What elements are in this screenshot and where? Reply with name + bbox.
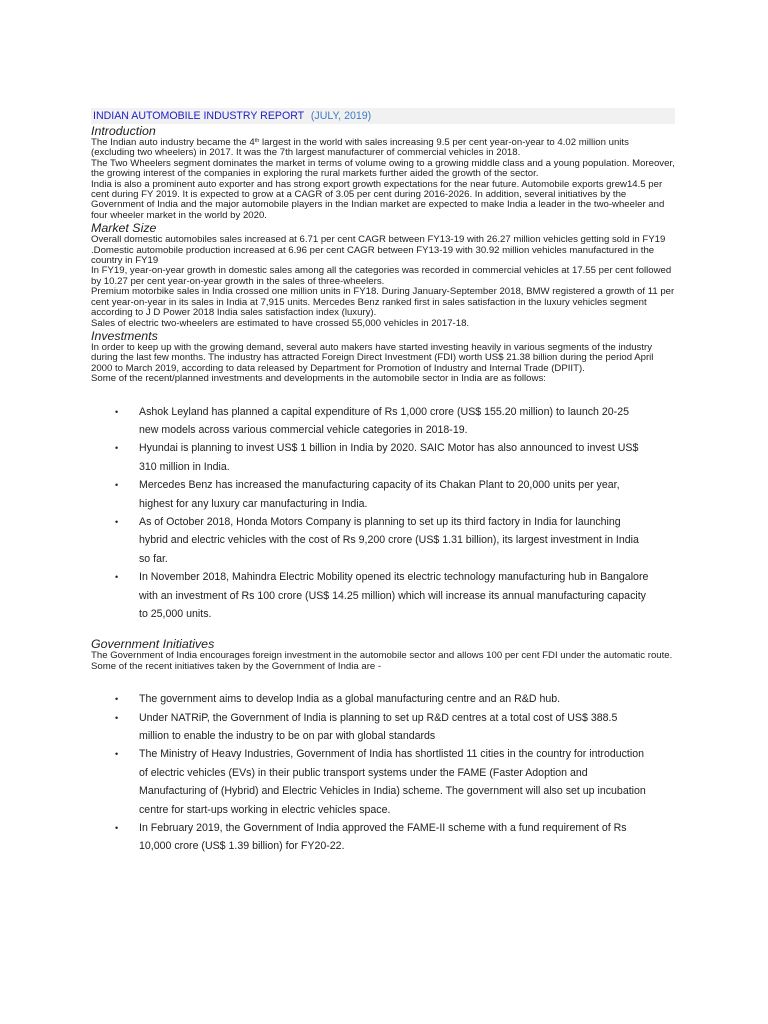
introduction-heading: Introduction	[91, 124, 156, 138]
introduction-paragraph-3: India is also a prominent auto exporter and has strong export growth expectations for the near future. Automobile exports grew14.5 per cent during FY 2019. It is expected to grow at a CAGR of 3.05 per cent during 2016-2026. In addition, several initiatives by the Government of India and the major automobile players in the Indian market are expected to make India a leader in the two-wheeler and four wheeler market in the world by 2020.	[91, 178, 665, 221]
market-size-paragraph-1: Overall domestic automobiles sales increased at 6.71 per cent CAGR between FY13-19 with 26.27 million vehicles getting sold in FY19 .Domestic automobile production increased at 6.96 per cent CAGR between FY13-19 with 30.92 million vehicles manufactured in the country in FY19	[91, 234, 666, 267]
bullet-icon: •	[115, 694, 119, 705]
bullet-icon: •	[115, 480, 119, 491]
list-item	[91, 403, 649, 440]
list-item	[91, 745, 649, 819]
list-item	[91, 476, 649, 513]
government-initiatives-list	[91, 690, 675, 856]
bullet-icon: •	[115, 712, 119, 723]
introduction-paragraph-2: The Two Wheelers segment dominates the market in terms of volume owing to a growing middle class and a young population. Moreover, the growing interest of the companies in exploring the rural markets further aided the growth of the sector.	[91, 157, 675, 180]
intro-p1-rest: largest in the world with sales increasing 9.5 per cent year-on-year to 4.02 million units (excluding two wheelers) in 2017. It was the 7th largest manufacturer of commercial vehicles in 2018.	[91, 137, 629, 159]
report-title-bar	[91, 108, 675, 124]
government-initiatives-heading: Government Initiatives	[91, 637, 215, 652]
investments-list	[91, 403, 675, 624]
bullet-icon: •	[115, 572, 119, 583]
bullet-icon: •	[115, 823, 119, 834]
government-paragraph-2: Some of the recent initiatives taken by the Government of India are -	[91, 660, 382, 672]
report-date: (JULY, 2019)	[310, 110, 372, 122]
list-item-text: Under NATRiP, the Government of India is planning to set up R&D centres at a total cost of US$ 388.5 million to enable the industry to be on par with global standards	[139, 711, 618, 743]
intro-p1-superscript: th	[254, 138, 260, 144]
list-item-text: The Ministry of Heavy Industries, Government of India has shortlisted 11 cities in the country for introduction of electric vehicles (EVs) in their public transport systems under the FAME (Faster Adoption and Manufacturing of (Hybrid) and Electric Vehicles in India) scheme. The government will also set up incubation centre for start-ups working in electric vehicles space.	[139, 748, 646, 816]
bullet-icon: •	[115, 749, 119, 760]
list-item	[91, 819, 649, 856]
investments-paragraph-1: In order to keep up with the growing demand, several auto makers have started investing heavily in various segments of the industry during the last few months. The industry has attracted Foreign Direct Investment (FDI) worth US$ 21.38 billion during the period April 2000 to March 2019, according to data released by Department for Promotion of Industry and Internal Trade (DPIIT).	[91, 341, 654, 374]
list-item-text: Ashok Leyland has planned a capital expenditure of Rs 1,000 crore (US$ 155.20 million) to launch 20-25 new models across various commercial vehicle categories in 2018-19.	[139, 405, 629, 436]
market-size-paragraph-2: In FY19, year-on-year growth in domestic sales among all the categories was recorded in commercial vehicles at 17.55 per cent followed by 10.27 per cent year-on-year growth in the sales of three-wheelers.	[91, 265, 672, 287]
list-item-text: In February 2019, the Government of India approved the FAME-II scheme with a fund requirement of Rs 10,000 crore (US$ 1.39 billion) for FY20-22.	[139, 822, 627, 853]
investments-paragraph-2: Some of the recent/planned investments and developments in the automobile sector in India are as follows:	[91, 373, 546, 385]
market-size-heading: Market Size	[91, 221, 157, 236]
list-item-text: Hyundai is planning to invest US$ 1 billion in India by 2020. SAIC Motor has also announced to invest US$ 310 million in India.	[139, 442, 639, 473]
investments-heading: Investments	[91, 328, 158, 343]
list-item	[91, 568, 649, 623]
list-item-text: The government aims to develop India as a global manufacturing centre and an R&D hub.	[139, 693, 561, 706]
list-item-text: Mercedes Benz has increased the manufacturing capacity of its Chakan Plant to 20,000 units per year, highest for any luxury car manufacturing in India.	[139, 479, 620, 510]
report-title: INDIAN AUTOMOBILE INDUSTRY REPORT	[93, 110, 304, 122]
list-item-text: As of October 2018, Honda Motors Company is planning to set up its third factory in India for launching hybrid and electric vehicles with the cost of Rs 9,200 crore (US$ 1.31 billion), its largest investment in India so far.	[139, 515, 639, 565]
bullet-icon: •	[115, 406, 119, 417]
government-paragraph-1: The Government of India encourages foreign investment in the automobile sector and allows 100 per cent FDI under the automatic route.	[91, 650, 673, 662]
list-item-text: In November 2018, Mahindra Electric Mobility opened its electric technology manufacturing hub in Bangalore with an investment of Rs 100 crore (US$ 14.25 million) which will increase its annual manufacturing capacity to 25,000 units.	[139, 571, 649, 620]
bullet-icon: •	[115, 443, 119, 454]
market-size-paragraph-3: Premium motorbike sales in India crossed one million units in FY18. During January-September 2018, BMW registered a growth of 11 per cent year-on-year in its sales in India at 7,915 units. Mercedes Benz ranked first in sales satisfaction in the luxury vehicles segment according to J D Power 2018 India sales satisfaction index (luxury).	[91, 286, 675, 319]
list-item	[91, 513, 649, 568]
document-page	[91, 108, 675, 856]
introduction-paragraph-1	[91, 138, 675, 159]
list-item	[91, 690, 649, 708]
market-size-paragraph-4: Sales of electric two-wheelers are estimated to have crossed 55,000 vehicles in 2017-18.	[91, 317, 470, 329]
list-item	[91, 439, 649, 476]
list-item	[91, 709, 649, 746]
bullet-icon: •	[115, 516, 119, 527]
intro-p1-start: The Indian auto industry became the 4	[91, 137, 255, 148]
